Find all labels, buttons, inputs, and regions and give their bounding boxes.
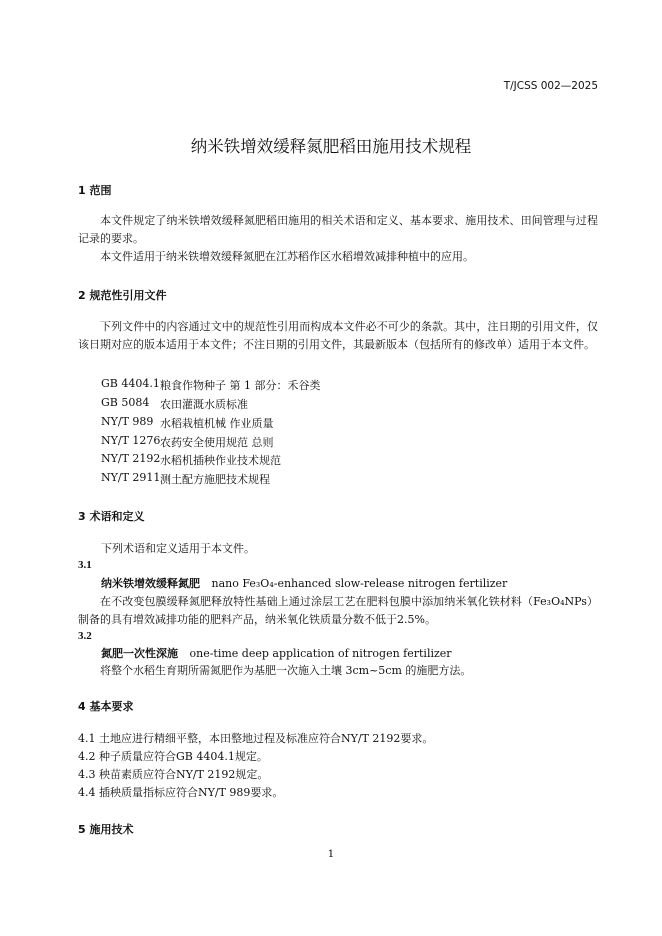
section-3-intro: 下列术语和定义适用于本文件。 <box>101 542 255 555</box>
section-1-paragraph-2: 本文件适用于纳米铁增效缓释氮肥在江苏稻作区水稻增效减排种植中的应用。 <box>100 250 474 263</box>
term-chinese: 纳米铁增效缓释氮肥 <box>101 577 200 590</box>
term-english: nano Fe₃O₄-enhanced slow-release nitrogen fertilizer <box>211 577 508 590</box>
section-5-heading: 5 施用技术 <box>78 823 134 836</box>
reference-title: 水稻机插秧作业技术规范 <box>160 454 281 467</box>
reference-code: NY/T 2911 <box>101 471 161 484</box>
reference-code: GB 5084 <box>101 396 150 409</box>
term-number: 3.1 <box>78 559 92 571</box>
requirement-item: 4.1 土地应进行精细平整，本田整地过程及标准应符合NY/T 2192要求。 <box>78 732 434 745</box>
reference-title: 农药安全使用规范 总则 <box>160 436 274 449</box>
requirement-item: 4.2 种子质量应符合GB 4404.1规定。 <box>78 750 268 763</box>
term-entry <box>101 575 507 593</box>
term-definition: 将整个水稻生育期所需氮肥作为基肥一次施入土壤 3cm~5cm 的施肥方法。 <box>100 664 472 677</box>
page-number: 1 <box>327 848 335 860</box>
reference-code: NY/T 1276 <box>101 434 161 447</box>
reference-code: NY/T 2192 <box>101 452 161 465</box>
section-2-paragraph: 下列文件中的内容通过文中的规范性引用而构成本文件必不可少的条款。其中，注日期的引用文件，仅该日期对应的版本适用于本文件；不注日期的引用文件，其最新版本（包括所有的修改单）适用于本文件。 <box>78 320 598 351</box>
term-chinese: 氮肥一次性深施 <box>101 647 178 660</box>
term-number: 3.2 <box>78 630 92 642</box>
document-title: 纳米铁增效缓释氮肥稻田施用技术规程 <box>190 137 472 156</box>
section-4-heading: 4 基本要求 <box>78 700 134 713</box>
section-1-paragraph-1: 本文件规定了纳米铁增效缓释氮肥稻田施用的相关术语和定义、基本要求、施用技术、田间管理与过程记录的要求。 <box>78 214 598 245</box>
section-1-heading: 1 范围 <box>78 184 112 197</box>
reference-title: 测土配方施肥技术规程 <box>160 473 270 486</box>
document-number: T/JCSS 002—2025 <box>503 80 598 92</box>
section-2-heading: 2 规范性引用文件 <box>78 289 167 302</box>
reference-title: 水稻栽植机械 作业质量 <box>160 417 274 430</box>
requirement-item: 4.3 秧苗素质应符合NY/T 2192规定。 <box>78 768 269 781</box>
term-entry <box>101 645 452 663</box>
section-3-heading: 3 术语和定义 <box>78 510 145 523</box>
term-english: one-time deep application of nitrogen fertilizer <box>189 647 452 660</box>
reference-title: 粮食作物种子 第 1 部分：禾谷类 <box>160 379 321 392</box>
reference-title: 农田灌溉水质标准 <box>160 398 248 411</box>
term-definition: 在不改变包膜缓释氮肥释放特性基础上通过涂层工艺在肥料包膜中添加纳米氧化铁材料（Fe₃O₄NPs）制备的具有增效减排功能的肥料产品，纳米氧化铁质量分数不低于2.5%。 <box>78 595 598 626</box>
requirement-item: 4.4 插秧质量指标应符合NY/T 989要求。 <box>78 786 284 799</box>
reference-code: NY/T 989 <box>101 415 154 428</box>
reference-code: GB 4404.1 <box>101 377 160 390</box>
